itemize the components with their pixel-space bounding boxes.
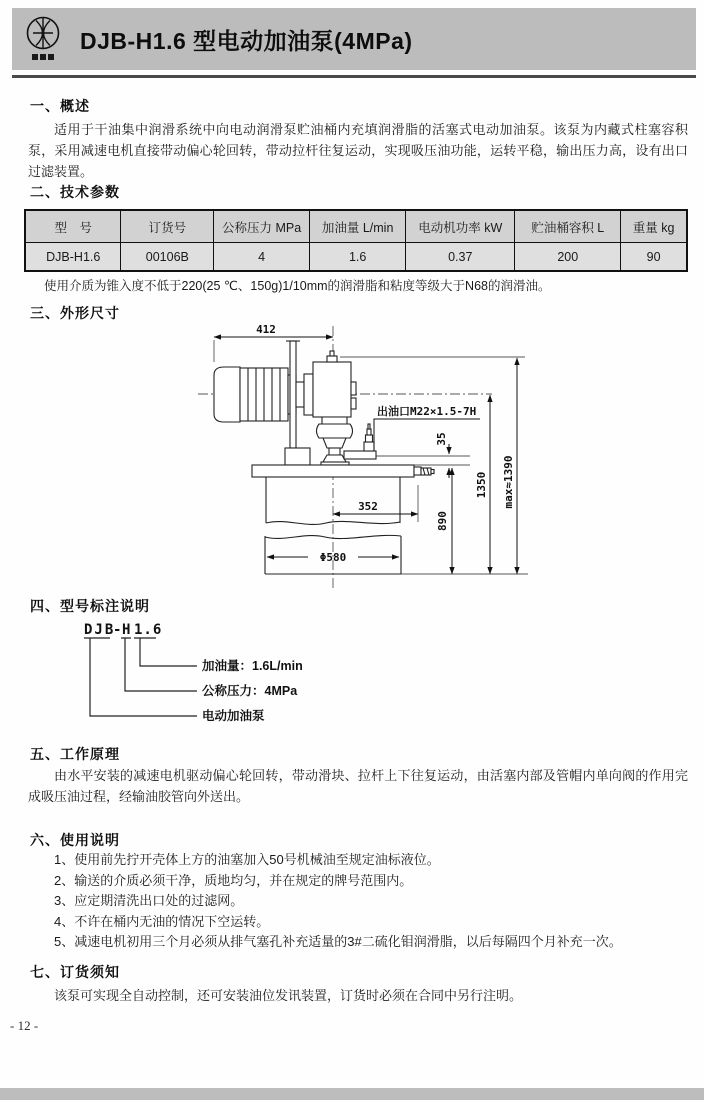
- dim-890-label: 890: [436, 511, 449, 531]
- dim-max1390-label: max≈1390: [502, 455, 515, 509]
- logo-caption: [32, 54, 54, 60]
- section-heading-specs: 二、技术参数: [30, 184, 120, 200]
- model-code-flow: 1.6: [134, 622, 163, 638]
- cell-barrel-volume: 200: [515, 243, 621, 272]
- usage-item-5: 5、减速电机初用三个月必须从排气塞孔补充适量的3#二硫化钼润滑脂，以后每隔四个月补充一次。: [54, 934, 622, 949]
- principle-paragraph: 由水平安装的减速电机驱动偏心轮回转，带动滑块、拉杆上下往复运动，由活塞内部及管帽内单向阀的作用完成吸压油过程，经输油胶管向外送出。: [28, 768, 688, 804]
- usage-item-1: 1、使用前先拧开壳体上方的油塞加入50号机械油至规定油标液位。: [54, 852, 440, 867]
- cell-weight: 90: [621, 243, 687, 272]
- ordering-paragraph: 该泵可实现全自动控制，还可安装油位发讯装置，订货时必须在合同中另行注明。: [54, 988, 523, 1003]
- col-header-order-no: 订货号: [121, 210, 214, 243]
- col-header-model: 型 号: [25, 210, 121, 243]
- model-code-dash: -: [113, 622, 122, 638]
- cell-model: DJB-H1.6: [25, 243, 121, 272]
- usage-item-4: 4、不许在桶内无油的情况下空运转。: [54, 913, 270, 929]
- dim-352-label: 352: [358, 500, 378, 513]
- legend-type-label: 电动加油泵: [202, 709, 265, 723]
- company-logo: [24, 14, 64, 64]
- header-band: [12, 8, 696, 70]
- page-title: DJB-H1.6 型电动加油泵(4MPa): [80, 27, 413, 54]
- check-valve-mid: [366, 435, 373, 442]
- hb-monogram-logo-icon: [24, 14, 64, 64]
- pump-stem: [329, 448, 340, 455]
- page-number: - 12 -: [10, 1018, 39, 1033]
- bellows-cone: [323, 438, 346, 448]
- col-header-barrel-volume: 贮油桶容积 L: [515, 210, 621, 243]
- check-valve-tip: [368, 424, 370, 429]
- model-code-series: DJB: [84, 622, 116, 638]
- legend-flow-label: 加油量：1.6L/min: [202, 659, 303, 673]
- pump-assembly-drawing: [214, 341, 434, 574]
- specs-table-header-row: [25, 210, 687, 243]
- model-designation-diagram: [60, 612, 460, 737]
- model-code-pressure: H: [122, 622, 131, 638]
- col-header-pressure: 公称压力 MPa: [214, 210, 310, 243]
- dim-35-label: 35: [435, 432, 448, 446]
- bottom-edge-strip: [0, 1088, 704, 1100]
- dim-412-label: 412: [256, 323, 276, 336]
- section-heading-model: 四、型号标注说明: [30, 598, 150, 614]
- col-header-motor-power: 电动机功率 kW: [406, 210, 515, 243]
- col-header-weight: 重量 kg: [621, 210, 687, 243]
- check-valve-base: [364, 442, 374, 451]
- dim-dia580-label: Φ580: [319, 551, 347, 564]
- support-rod: [290, 341, 296, 448]
- crank-housing: [313, 362, 351, 417]
- section-heading-usage: 六、使用说明: [30, 832, 120, 848]
- dim-1350-label: 1350: [475, 471, 488, 499]
- barrel-break-lower: [265, 535, 401, 538]
- outline-dimension-drawing: [140, 322, 700, 594]
- legend-pressure-label: 公称压力：4MPa: [202, 684, 298, 698]
- outlet-leader-line: [374, 419, 480, 450]
- oil-plug: [327, 356, 337, 362]
- cell-order-no: 00106B: [121, 243, 214, 272]
- oil-plug-tip: [330, 351, 334, 356]
- coupling-flange: [304, 374, 313, 415]
- usage-item-3: 3、应定期清洗出口处的过滤网。: [54, 893, 244, 908]
- overview-paragraph: 适用于干油集中润滑系统中向电动润滑泵贮油桶内充填润滑脂的活塞式电动加油泵。该泵为内藏式柱塞容积泵，采用减速电机直接带动偏心轮回转，带动拉杆往复运动，实现吸压油功能，运转平稳，输出压力高，设有出口过滤装置。: [28, 122, 688, 179]
- bellows-top: [322, 417, 347, 424]
- pump-foot: [323, 455, 346, 462]
- housing-tab-upper: [351, 382, 356, 395]
- support-rod-base: [285, 448, 310, 465]
- section-heading-dimensions: 三、外形尺寸: [30, 305, 120, 321]
- section-heading-principle: 五、工作原理: [30, 746, 120, 762]
- specs-table-row: [25, 243, 687, 272]
- model-legend-lines: [84, 638, 197, 716]
- outlet-port-label: 出油口M22×1.5-7H: [377, 405, 477, 418]
- outlet-pipe: [344, 451, 376, 459]
- lid-fitting: [421, 468, 431, 475]
- cell-flow: 1.6: [310, 243, 406, 272]
- lid-lip: [414, 467, 421, 475]
- specs-table: [24, 209, 688, 272]
- check-valve-neck: [367, 429, 371, 435]
- coupling: [296, 382, 304, 407]
- barrel-lid: [252, 465, 414, 477]
- cell-pressure: 4: [214, 243, 310, 272]
- col-header-flow: 加油量 L/min: [310, 210, 406, 243]
- barrel-break-upper: [266, 521, 400, 524]
- section-heading-overview: 一、概述: [30, 98, 90, 114]
- motor-end-cap: [214, 367, 240, 422]
- cell-motor-power: 0.37: [406, 243, 515, 272]
- usage-item-2: 2、输送的介质必须干净，质地均匀，并在规定的牌号范围内。: [54, 872, 413, 888]
- section-heading-ordering: 七、订货须知: [30, 964, 120, 980]
- lid-fitting-tip: [431, 470, 434, 474]
- usage-list: [54, 850, 690, 953]
- specs-note: 使用介质为锥入度不低于220(25 ℃、150g)1/10mm的润滑脂和粘度等级大于N68的润滑油。: [44, 279, 551, 293]
- bellows-bulge: [317, 424, 353, 438]
- model-code: [84, 622, 162, 638]
- housing-tab-lower: [351, 398, 356, 409]
- header-rule: [12, 75, 696, 78]
